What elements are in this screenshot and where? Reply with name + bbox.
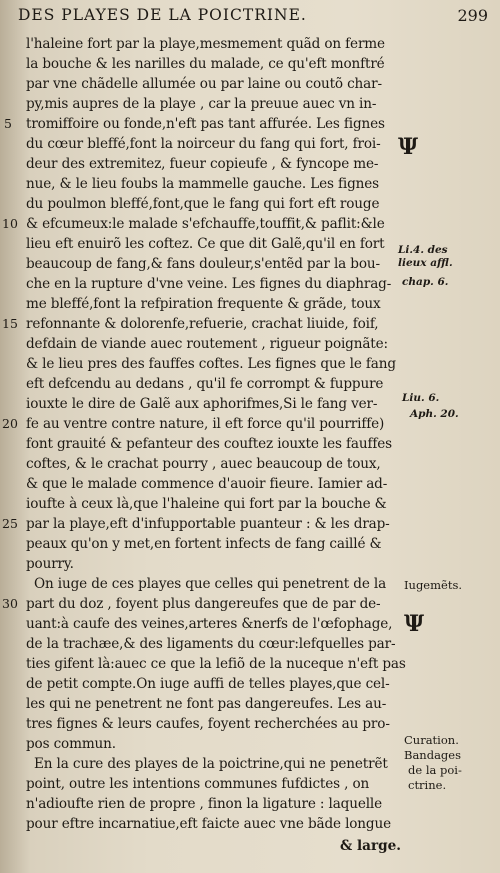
text-line: par la playe,eft d'infupportable puanteur : & les drap-	[26, 516, 390, 532]
text-line: tres fignes & leurs caufes, foyent recherchées au pro-	[26, 716, 390, 732]
text-line: & efcumeux:le malade s'efchauffe,touffit,& paflit:&le	[26, 216, 385, 232]
text-line: & que le malade commence d'auoir fieure. Iamier ad-	[26, 476, 388, 492]
text-line: deur des extremitez, fueur copieufe , & fyncope me-	[26, 156, 379, 172]
margin-note-reference: Li.4. des	[398, 244, 448, 256]
text-line: me bleffé,font la refpiration frequente & grãde, toux	[26, 296, 381, 312]
text-line: ioufte à ceux là,que l'haleine qui fort par la bouche &	[26, 496, 387, 512]
manicule-mark-icon: Ψ	[398, 134, 419, 160]
text-line: tromiffoire ou fonde,n'eft pas tant affurée. Les fignes	[26, 116, 385, 132]
line-number: 10	[2, 216, 18, 231]
line-number: 20	[2, 416, 18, 431]
text-line: part du doz , foyent plus dangereufes que de par de-	[26, 596, 381, 612]
margin-note-jugements: Iugemẽts.	[404, 578, 463, 592]
text-line: n'adioufte rien de propre , finon la ligature : laquelle	[26, 796, 383, 812]
text-line: pos commun.	[26, 736, 116, 752]
text-line: pour eftre incarnatiue,eft faicte auec vne bãde longue	[26, 816, 391, 832]
manicule-mark-icon: Ψ	[404, 611, 425, 637]
text-line: uant:à caufe des veines,arteres &nerfs de l'œfophage,	[26, 616, 393, 632]
paragraph-start-line: En la cure des playes de la poictrine,qui ne penetrẽt	[34, 756, 388, 772]
text-line: ties gifent là:auec ce que la lefiõ de la nuceque n'eft pas	[26, 656, 406, 672]
text-line: de petit compte.On iuge auffi de telles playes,que cel-	[26, 676, 390, 692]
paragraph-start-line: On iuge de ces playes que celles qui penetrent de la	[34, 576, 387, 592]
margin-note-curation: Bandages	[404, 748, 462, 762]
margin-note-reference: chap. 6.	[402, 276, 449, 288]
text-line: par vne chãdelle allumée ou par laine ou coutõ char-	[26, 76, 382, 92]
margin-note-curation: Curation.	[404, 733, 459, 747]
text-line: du poulmon bleffé,font,que le fang qui fort eft rouge	[26, 196, 380, 212]
text-line: nue, & le lieu foubs la mammelle gauche. Les fignes	[26, 176, 379, 192]
text-line: che en la rupture d'vne veine. Les fignes du diaphrag-	[26, 276, 392, 292]
text-line: eft defcendu au dedans , qu'il fe corrompt & fuppure	[26, 376, 384, 392]
margin-note-curation: ctrine.	[408, 778, 447, 792]
line-number: 5	[4, 116, 12, 131]
text-line: py,mis aupres de la playe , car la preuue auec vn in-	[26, 96, 377, 112]
text-line: iouxte le dire de Galẽ aux aphorifmes,Si le fang ver-	[26, 396, 378, 412]
text-line: l'haleine fort par la playe,mesmement quãd on ferme	[26, 36, 385, 52]
text-line: la bouche & les narilles du malade, ce qu'eft monftré	[26, 56, 385, 72]
text-line: du cœur bleffé,font la noirceur du fang qui fort, froi-	[26, 136, 381, 152]
text-line: beaucoup de fang,& fans douleur,s'entẽd par la bou-	[26, 256, 380, 272]
text-line: coftes, & le crachat pourry , auec beaucoup de toux,	[26, 456, 381, 472]
running-head: DES PLAYES DE LA POICTRINE.	[18, 6, 307, 24]
catchword: & large.	[340, 838, 402, 854]
text-line: font grauité & pefanteur des couftez iouxte les fauffes	[26, 436, 392, 452]
line-number: 25	[2, 516, 18, 531]
text-line: les qui ne penetrent ne font pas dangereufes. Les au-	[26, 696, 387, 712]
margin-note-reference: Liu. 6.	[402, 392, 440, 404]
text-line: de la trachæe,& des ligaments du cœur:lefquelles par-	[26, 636, 396, 652]
line-number: 30	[2, 596, 18, 611]
text-line: fe au ventre contre nature, il eft force qu'il pourriffe)	[26, 416, 385, 432]
text-line: pourry.	[26, 556, 74, 572]
text-line: lieu eft enuirõ les coftez. Ce que dit Galẽ,qu'il en fort	[26, 236, 385, 252]
line-number: 15	[2, 316, 18, 331]
text-line: & le lieu pres des fauffes coftes. Les fignes que le fang	[26, 356, 396, 372]
text-line: peaux qu'on y met,en fortent infects de fang caillé &	[26, 536, 382, 552]
folio-number: 299	[457, 6, 488, 25]
text-line: point, outre les intentions communes fufdictes , on	[26, 776, 370, 792]
text-line: defdain de viande auec routement , rigueur poignãte:	[26, 336, 388, 352]
margin-note-reference: lieux affl.	[398, 257, 453, 269]
text-line: refonnante & dolorenfe,refuerie, crachat liuide, foif,	[26, 316, 379, 332]
margin-note-reference: Aph. 20.	[410, 408, 459, 420]
margin-note-curation: de la poi-	[408, 763, 462, 777]
